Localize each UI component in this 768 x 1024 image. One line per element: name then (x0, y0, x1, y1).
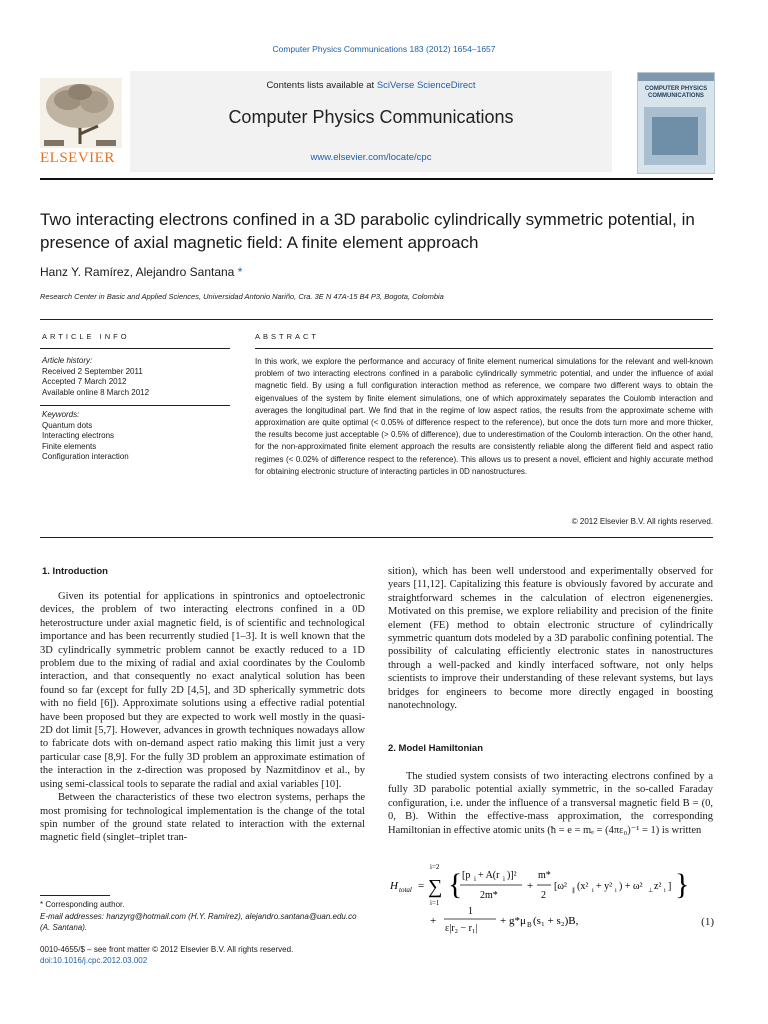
svg-text:(x²: (x² (577, 881, 589, 892)
keyword-item: Finite elements (42, 441, 97, 451)
keyword-item: Quantum dots (42, 420, 93, 430)
history-received: Received 2 September 2011 (42, 366, 143, 376)
abstract-copyright: © 2012 Elsevier B.V. All rights reserved. (571, 517, 713, 526)
svg-text:+: + (430, 915, 437, 927)
sciencedirect-link[interactable]: SciVerse ScienceDirect (376, 80, 476, 91)
svg-text:2: 2 (541, 890, 546, 901)
abstract-heading: ABSTRACT (255, 332, 320, 341)
corresponding-author-mark[interactable]: * (237, 265, 243, 279)
svg-text:)]²: )]² (507, 870, 517, 881)
svg-text:(s₁ + s₂)B,: (s₁ + s₂)B, (533, 915, 579, 927)
svg-text:⊥: ⊥ (648, 888, 654, 894)
header-rule (40, 178, 713, 180)
svg-text:ε|r₂ − r₁|: ε|r₂ − r₁| (445, 923, 478, 934)
footnote-rule (40, 895, 110, 896)
svg-text:B: B (527, 921, 532, 929)
section-2-text (388, 770, 713, 837)
svg-text:+: + (527, 880, 534, 892)
svg-text:+ g*μ: + g*μ (500, 915, 526, 927)
keywords-block (42, 410, 232, 463)
citation-line[interactable]: Computer Physics Communications 183 (2012) 1654–1657 (272, 44, 496, 54)
author-list (40, 265, 242, 279)
doi-link[interactable]: doi:10.1016/j.cpc.2012.03.002 (40, 956, 148, 965)
abstract-text: In this work, we explore the performance and accuracy of finite element numerical simulations for the relevant and well-known problem of two interacting electrons confined in a parabolic cylindrically symmetric potential, and under the influence of axial magnetic field. By using a full configuration interaction method as reference, we compare two different ways to obtain the eigenvalues of the system by finite element simulations, one of which approximately separates the Coulomb interaction and averages the longitudinal part. We find that in the regime of low aspect ratios, the results from the approximate scheme with approximation are quite optimal (< 0.05% of difference respect to the reference), but once the dots turn more and more thicker, the results become just acceptable (> 0.5% of difference), due to underestimation of the Coulomb interaction. On the other hand, for the non-approximated finite element approach the results are consistently reliable along the different field and aspect ratio regimes (< 0.02% of difference respect to the reference). This allows us to present a novel, efficient and highly accurate method for obtaining electronic structure of interacting particles in 0D nanostructures. (255, 357, 713, 476)
svg-text:2m*: 2m* (480, 890, 498, 901)
section-1-continuation: sition), which has been well understood and experimentally observed for years [11,12]. Capitalizing this feature is obviously favored by accurate and straightforward schemes in the calculation of electron eigenenergies. Motivated on this premise, we explore reliability and precision of the finite element (FE) method to obtain electronic structure of cylindrically symmetric quantum dots modeled by a 3D parabolic confining potential. The possibility of calculating efficiently electronic states in nanostructures through a well-packed and kindly interfaced software, not only helps scientists to improve their understanding of these relevant systems, but lays bridges for engineers to become more directly engaged in boosting nanotechnology. (388, 566, 713, 712)
svg-text:H: H (390, 880, 398, 892)
svg-text:i: i (664, 888, 666, 894)
journal-title: Computer Physics Communications (228, 107, 514, 127)
keyword-item: Configuration interaction (42, 452, 129, 461)
svg-text:[ω²: [ω² (554, 881, 567, 892)
article-title: Two interacting electrons confined in a 3D parabolic cylindrically symmetric potential, in presence of axial magnetic field: A finite element approach (40, 210, 695, 252)
svg-text:z²: z² (654, 881, 662, 892)
section-1-paragraph-1: Given its potential for applications in spintronics and optoelectronic devices, the problem of two interacting electrons confined in a 0D heterostructure under axial magnetic field, is of scientific and technological importance and has been recurrently studied [1–3]. It is well known that the 3D cylindrically symmetric problem cannot be exactly reduced to a 1D problem due to the mixing of radial and axial coordinates by the Coulomb interaction, and that consequently no exact analytical solution has been found so far (except for fully 2D [4,5], and 3D spherically symmetric dots with no field [6]). Approximate solutions using a effective radial potential have been proposed but they are expected to work well mostly in the quasi-2D dot limit [5,7]. However, advances in growth techniques nowadays allow to fabricate dots with on-demand aspect ratio making this limit just a very particular case [8,9]. For the fully 3D problem an approximate estimation of the interaction in the z-direction was proposed by Nazmitdinov et al., by using semi-classical tools to separate the radial and axial variables [10]. (40, 591, 365, 790)
svg-text:1: 1 (468, 906, 473, 917)
svg-text:}: } (675, 868, 688, 901)
section-1-heading: 1. Introduction (42, 566, 108, 577)
svg-text:=: = (418, 880, 425, 892)
svg-text:i: i (615, 888, 617, 894)
journal-cover-thumbnail (637, 72, 715, 174)
svg-text:∑: ∑ (428, 876, 443, 898)
equation-number: (1) (701, 916, 714, 928)
elsevier-wordmark: ELSEVIER (40, 150, 115, 166)
svg-text:i=1: i=1 (430, 899, 440, 907)
svg-text:{: { (448, 868, 463, 901)
section-2-paragraph-1: The studied system consists of two interacting electrons confined by a fully 3D parabolic potential axially symmetric, in the so-called Faraday configuration, i.e. under the influence of a transversal magnetic field B = (0, 0, B). Within the effective-mass approximation, the corresponding Hamiltonian in effective atomic units (ħ = e = mₑ = (4πε₀)⁻¹ = 1) is written (388, 771, 713, 836)
email-addresses[interactable]: E-mail addresses: hanzyrg@hotmail.com (H.Y. Ramírez), alejandro.santana@uan.edu.co (A. Santana). (40, 912, 357, 932)
issn-line: 0010-4655/$ – see front matter © 2012 Elsevier B.V. All rights reserved. (40, 945, 294, 954)
svg-text:m*: m* (538, 870, 551, 881)
cover-title: COMPUTER PHYSICS COMMUNICATIONS (644, 86, 708, 99)
corresponding-author-note: * Corresponding author. (40, 900, 125, 909)
authors-text: Hanz Y. Ramírez, Alejandro Santana (40, 265, 235, 279)
svg-text:) + ω²: ) + ω² (619, 881, 643, 892)
svg-text:i: i (592, 888, 594, 894)
section-2-heading: 2. Model Hamiltonian (388, 743, 484, 754)
svg-text:]: ] (668, 881, 672, 892)
section-1-paragraph-2: Between the characteristics of these two electron systems, perhaps the most promising for technological implementation is the change of the total spin number of the ground state related to interaction with the external magnetic field (singlet–triplet tran- (40, 792, 365, 844)
history-accepted: Accepted 7 March 2012 (42, 377, 127, 386)
journal-url-link[interactable]: www.elsevier.com/locate/cpc (310, 152, 432, 163)
svg-text:+ A(r: + A(r (478, 870, 500, 881)
svg-text:total: total (399, 886, 412, 894)
keywords-label: Keywords: (42, 410, 80, 419)
svg-text:∥: ∥ (572, 888, 575, 894)
affiliation: Research Center in Basic and Applied Sciences, Universidad Antonio Nariño, Cra. 3E N 47A-15 B4 P3, Bogota, Colombia (40, 292, 444, 301)
journal-banner (130, 71, 612, 172)
abstract-rule (255, 348, 713, 349)
svg-text:+ y²: + y² (596, 881, 613, 892)
article-info-heading: ARTICLE INFO (42, 332, 130, 341)
equation-graphic (388, 862, 688, 934)
svg-text:[p: [p (462, 870, 471, 881)
keyword-item: Interacting electrons (42, 431, 115, 440)
svg-text:i: i (503, 875, 505, 883)
history-online: Available online 8 March 2012 (42, 387, 150, 397)
abstract-bottom-rule (40, 537, 713, 538)
history-label: Article history: (42, 356, 93, 365)
contents-line (130, 80, 612, 91)
contents-prefix: Contents lists available at (266, 80, 375, 91)
info-rule (40, 348, 230, 349)
svg-text:i=2: i=2 (430, 863, 440, 871)
hamiltonian-equation (388, 862, 714, 934)
article-history (42, 356, 232, 398)
title-rule (40, 319, 713, 320)
right-column (388, 565, 713, 712)
keywords-rule (40, 405, 230, 406)
svg-text:i: i (474, 875, 476, 883)
left-column (40, 590, 365, 845)
